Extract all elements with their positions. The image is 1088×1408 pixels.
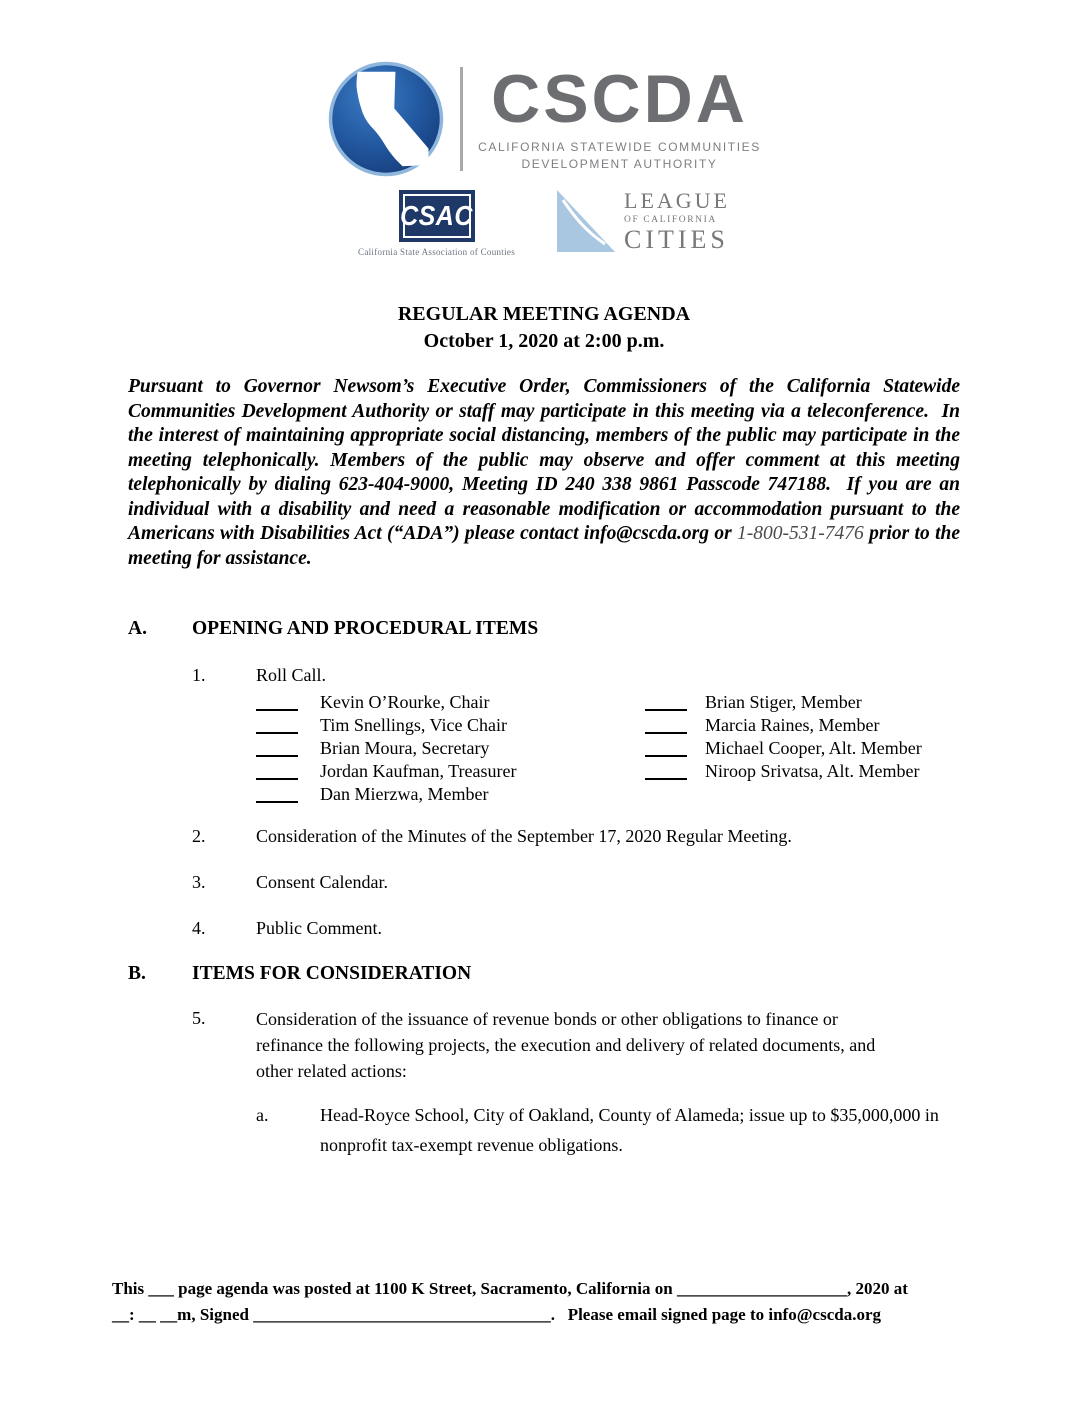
page-title: REGULAR MEETING AGENDA [397, 303, 691, 325]
agenda-item-4 [192, 916, 960, 940]
csac-acronym: CSAC [400, 199, 473, 232]
vote-blank [256, 753, 298, 757]
agenda-item-3 [192, 870, 960, 894]
partner-logos [0, 190, 1088, 257]
member-name: Tim Snellings, Vice Chair [320, 715, 507, 735]
roll-call-row [256, 737, 645, 760]
item-number: 2. [192, 826, 206, 846]
roll-call-row [256, 760, 645, 783]
california-globe-icon [327, 60, 445, 178]
section-title: ITEMS FOR CONSIDERATION [192, 963, 472, 984]
section-title: OPENING AND PROCEDURAL ITEMS [192, 618, 539, 639]
teleconference-notice [128, 375, 965, 571]
roll-call-row [256, 691, 645, 714]
item-text: Head-Royce School, City of Oakland, County of Alameda; issue up to $35,000,000 in nonprofit tax-exempt revenue obligations. [320, 1105, 939, 1155]
roll-call-row [645, 737, 922, 760]
agenda-item-5a [256, 1100, 960, 1160]
item-text: Public Comment. [256, 918, 382, 938]
league-text-line3: CITIES [624, 225, 729, 254]
league-swoosh-icon [557, 190, 615, 252]
league-text-line1: LEAGUE [624, 188, 730, 213]
member-name: Brian Moura, Secretary [320, 738, 490, 758]
member-name: Michael Cooper, Alt. Member [705, 738, 922, 758]
agenda-item-1 [192, 663, 960, 687]
roll-call-row [645, 760, 922, 783]
item-text: Consideration of the issuance of revenue bonds or other obligations to finance or refinance the following projects, the execution and delivery of related documents, and other related actions: [256, 1009, 876, 1081]
csac-logo-box [399, 190, 475, 242]
roll-call-row [645, 691, 922, 714]
section-letter: A. [128, 618, 147, 639]
phone-link[interactable]: 1-800-531-7476 [737, 523, 864, 544]
item-number: 5. [192, 1008, 206, 1028]
section-heading-a [128, 617, 960, 641]
member-name: Kevin O’Rourke, Chair [320, 692, 490, 712]
posting-line-1: This ___ page agenda was posted at 1100 K Street, Sacramento, California on ____________________, 2020 at [112, 1279, 908, 1298]
csac-logo [358, 190, 515, 257]
member-name: Marcia Raines, Member [705, 715, 880, 735]
member-name: Brian Stiger, Member [705, 692, 862, 712]
section-heading-b [128, 962, 960, 986]
agenda-item-2 [192, 824, 960, 848]
league-of-california-cities-logo [557, 190, 730, 253]
league-text-line2: OF CALIFORNIA [624, 215, 717, 225]
roll-call-list [256, 691, 960, 806]
roll-call-row [256, 783, 645, 806]
agenda-item-5 [192, 1006, 960, 1084]
csac-caption: California State Association of Counties [358, 247, 515, 257]
vote-blank [256, 776, 298, 780]
item-text: Consideration of the Minutes of the September 17, 2020 Regular Meeting. [256, 826, 792, 846]
cscda-name-line1: CALIFORNIA STATEWIDE COMMUNITIES [478, 140, 761, 154]
item-letter: a. [256, 1105, 269, 1125]
section-letter: B. [128, 963, 146, 984]
item-number: 3. [192, 872, 206, 892]
member-name: Niroop Srivatsa, Alt. Member [705, 761, 920, 781]
notice-text-after-phone: prior to the meeting for assistance. [128, 523, 965, 569]
item-number: 4. [192, 918, 206, 938]
cscda-name-line2: DEVELOPMENT AUTHORITY [521, 157, 718, 171]
cscda-logo [0, 60, 1088, 178]
item-text: Roll Call. [256, 665, 327, 685]
roll-call-row [256, 714, 645, 737]
meeting-datetime: October 1, 2020 at 2:00 p.m. [423, 330, 665, 352]
member-name: Jordan Kaufman, Treasurer [320, 761, 517, 781]
vote-blank [256, 707, 298, 711]
logo-divider [460, 67, 463, 171]
posting-certification [112, 1276, 908, 1328]
vote-blank [645, 776, 687, 780]
item-text: Consent Calendar. [256, 872, 388, 892]
cscda-acronym: CSCDA [491, 61, 748, 137]
member-name: Dan Mierzwa, Member [320, 784, 489, 804]
notice-text-before-phone: Pursuant to Governor Newsom’s Executive Order, Commissioners of the California Statewide Communities Development Authority or staff may participate in this meeting via a teleconference. In the interest of maintaining appropriate social distancing, members of the public may participate in the meeting telephonically. Members of the public may observe and offer comment at this meeting telephonically by dialing 623-404-9000, Meeting ID 240 338 9861 Passcode 747188. If you are an individual with a disability and need a reasonable modification or accommodation pursuant to the Americans with Disabilities Act (“ADA”) please contact info@cscda.org or [128, 376, 965, 544]
posting-line-2: __: __ __m, Signed ___________________________________. Please email signed page to info@cscda.org [112, 1305, 881, 1324]
vote-blank [256, 799, 298, 803]
item-number: 1. [192, 665, 206, 685]
vote-blank [645, 753, 687, 757]
roll-call-row [645, 714, 922, 737]
vote-blank [645, 730, 687, 734]
vote-blank [645, 707, 687, 711]
vote-blank [256, 730, 298, 734]
